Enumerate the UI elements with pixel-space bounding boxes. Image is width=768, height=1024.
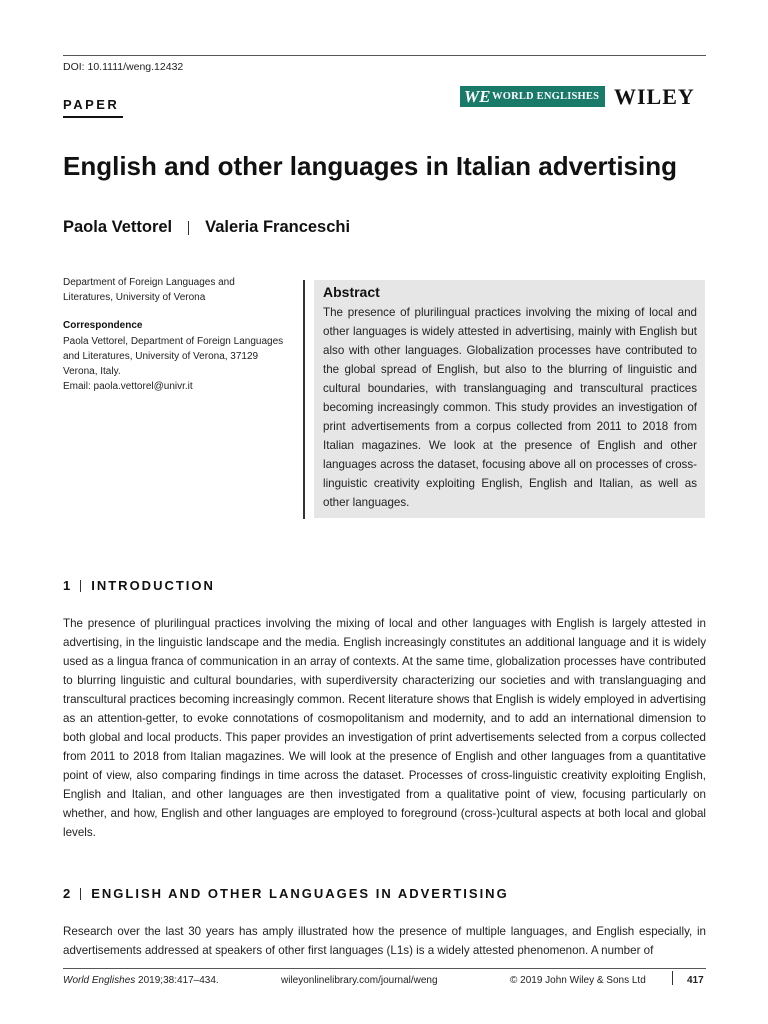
- section-title: ENGLISH AND OTHER LANGUAGES IN ADVERTISING: [91, 886, 509, 901]
- section-heading-introduction: [63, 578, 215, 593]
- correspondence-heading: Correspondence: [63, 320, 143, 331]
- footer-separator: [672, 971, 673, 985]
- author-list: [63, 218, 350, 237]
- footer-rule: [63, 968, 706, 969]
- top-rule: [63, 55, 706, 56]
- doi[interactable]: DOI: 10.1111/weng.12432: [63, 61, 184, 73]
- correspondence-email[interactable]: Email: paola.vettorel@univr.it: [63, 381, 193, 392]
- correspondence-line: and Literatures, University of Verona, 37129: [63, 351, 259, 362]
- footer-url[interactable]: wileyonlinelibrary.com/journal/weng: [281, 975, 438, 986]
- article-type-underline: [63, 116, 123, 118]
- affiliation: Department of Foreign Languages and Literatures, University of Verona: [63, 277, 235, 303]
- footer-volume: 2019;38:417–434.: [135, 975, 219, 986]
- section-title: INTRODUCTION: [91, 578, 215, 593]
- section-separator: [80, 888, 81, 900]
- footer-citation: [63, 975, 219, 986]
- correspondence-details: [63, 334, 288, 394]
- article-title: English and other languages in Italian advertising: [63, 151, 677, 181]
- page-number: 417: [687, 975, 704, 986]
- article-type-label: PAPER: [63, 97, 120, 112]
- we-logo-mark: WE: [464, 86, 491, 106]
- author-name[interactable]: Valeria Franceschi: [205, 218, 351, 236]
- world-englishes-logo: [460, 86, 605, 107]
- author-name[interactable]: Paola Vettorel: [63, 218, 173, 236]
- correspondence-line: Paola Vettorel, Department of Foreign Languages: [63, 336, 284, 347]
- abstract-heading: Abstract: [323, 284, 380, 300]
- abstract-rule: [303, 280, 305, 519]
- introduction-paragraph: The presence of plurilingual practices involving the mixing of local and other languages with English is largely attested in advertising, in the linguistic landscape and the media. English increasingly constitutes an additional language and it is widely used as a lingua franca of communication in an array of contexts. At the same time, globalization processes have contributed to blurring linguistic and cultural boundaries, with superdiversity characterizing our societies and with translanguaging and transcultural practices becoming increasingly common. Recent literature shows that English is widely employed in advertising as an attention-getter, to evoke connotations of cosmopolitanism and modernity, and to add an international dimension to both global and local products. This paper provides an investigation of print advertisements selected from a corpus collected from 2011 to 2018 from Italian magazines. We will look at the presence of English and other languages from a quantitative point of view, also comparing findings in time across the dataset. Processes of cross-linguistic creativity exploiting English, English and Italian, and other languages are then investigated from a qualitative point of view, focusing particularly on whether, and how, English and other languages are employed to foreground (cross-)cultural aspects at both local and global levels.: [63, 617, 706, 839]
- footer-journal-name: World Englishes: [63, 975, 136, 986]
- section-2-paragraph: Research over the last 30 years has amply illustrated how the presence of multiple languages, and English especially, in advertisements addressed at speakers of other first languages (L1s) is a widely attested phenomenon. A number of: [63, 925, 706, 957]
- section-separator: [80, 580, 81, 592]
- we-logo-text: WORLD ENGLISHES: [492, 91, 600, 102]
- footer-copyright: © 2019 John Wiley & Sons Ltd: [510, 975, 646, 986]
- author-separator: [188, 221, 189, 235]
- wiley-logo: WILEY: [614, 84, 695, 109]
- section-number: 2: [63, 886, 71, 901]
- section-number: 1: [63, 578, 71, 593]
- correspondence-line: Verona, Italy.: [63, 366, 121, 377]
- section-heading-english-advertising: [63, 886, 509, 901]
- abstract-text: The presence of plurilingual practices involving the mixing of local and other languages is widely attested in advertising, mainly with English but also with other languages. Globalization processes have contributed to the global spread of English, but also to the blurring of linguistic and cultural boundaries, with translanguaging and transcultural practices becoming increasingly common. This study provides an investigation of print advertisements from a corpus collected from 2011 to 2018 from Italian magazines. We look at the presence of English and other languages across the dataset, focusing above all on processes of cross-linguistic creativity exploiting English, English and Italian, as well as other languages.: [323, 306, 697, 509]
